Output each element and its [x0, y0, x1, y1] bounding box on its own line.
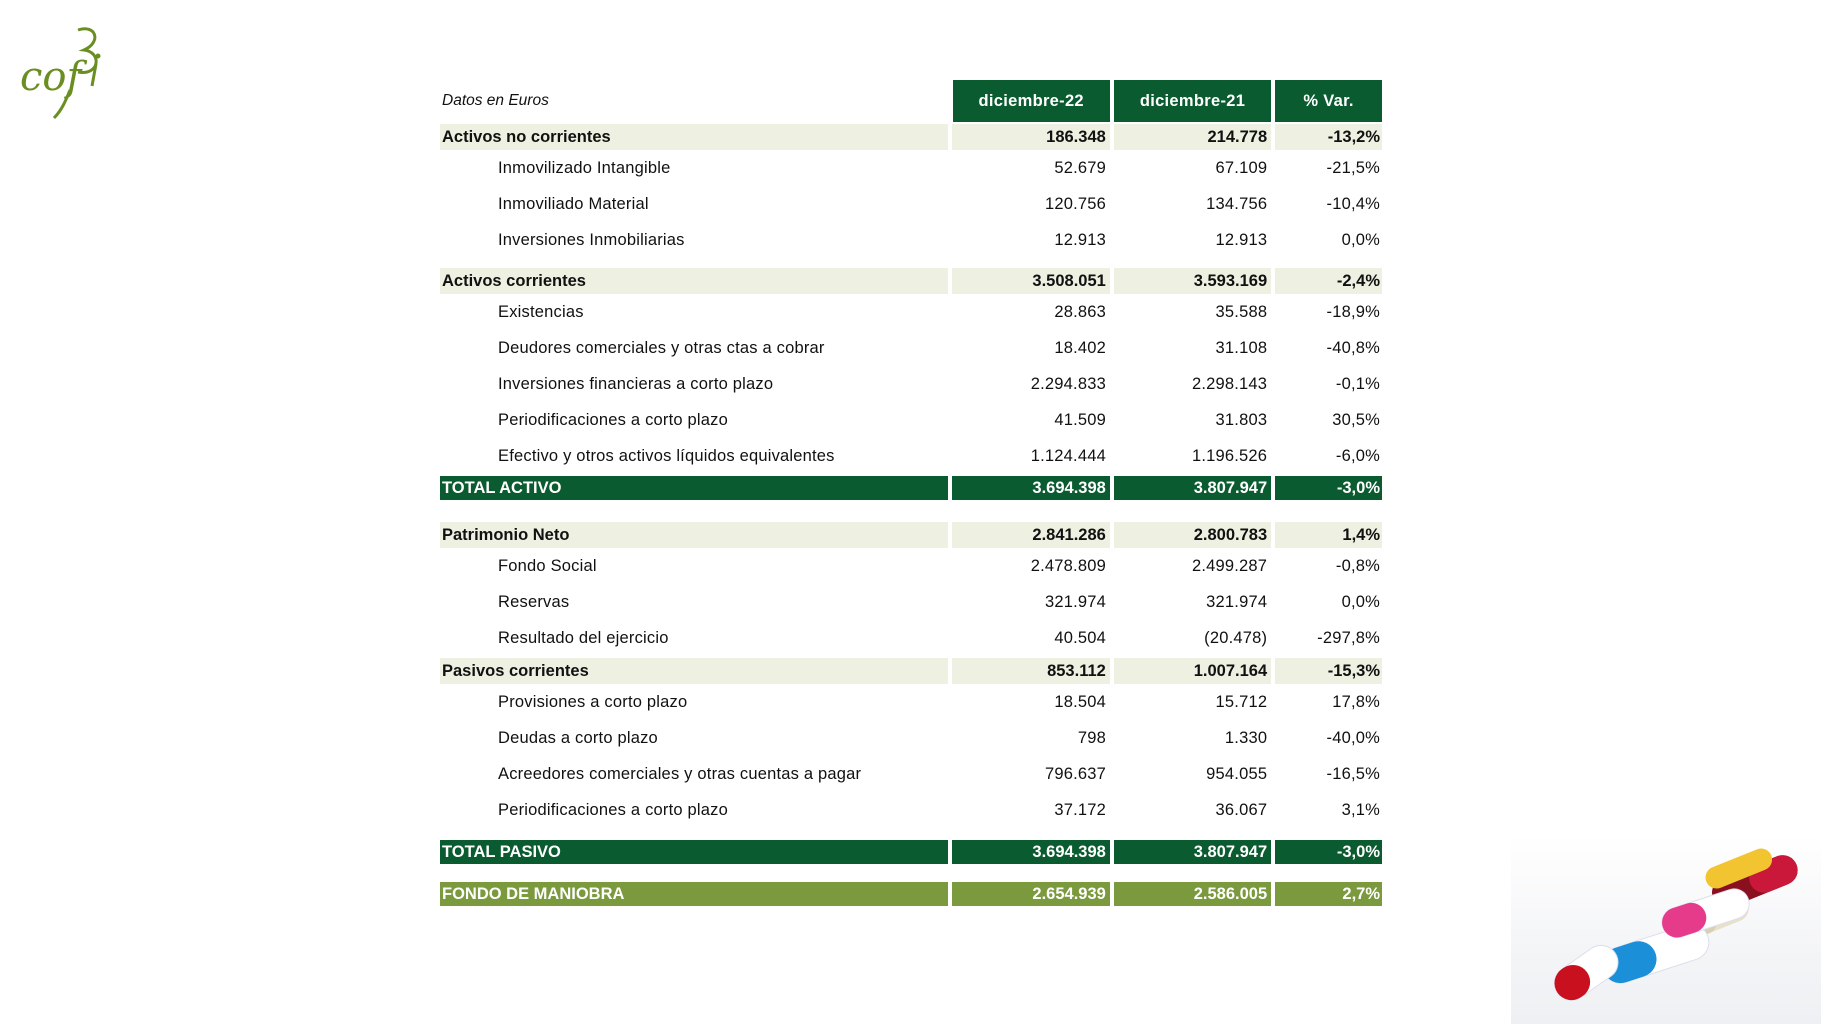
- value-dec22: 28.863: [1054, 302, 1106, 321]
- table-row-sub: [440, 756, 1382, 792]
- value-dec22: 3.508.051: [952, 268, 1109, 294]
- value-dec22: 853.112: [952, 658, 1109, 684]
- table-row-section: [440, 124, 1382, 150]
- value-dec21: 1.330: [1224, 728, 1268, 747]
- table-row-sub: [440, 720, 1382, 756]
- row-label: Provisiones a corto plazo: [498, 692, 688, 711]
- value-dec22: 1.124.444: [1030, 446, 1106, 465]
- value-dec22: 40.504: [1054, 628, 1106, 647]
- value-var: 0,0%: [1341, 230, 1380, 249]
- table-row-sub: [440, 222, 1382, 258]
- value-var: -18,9%: [1326, 302, 1380, 321]
- table-row-sub: [440, 150, 1382, 186]
- value-dec22: 186.348: [952, 124, 1109, 150]
- value-dec22: 796.637: [1044, 764, 1106, 783]
- row-label: Efectivo y otros activos líquidos equivalentes: [498, 446, 835, 465]
- row-label: Periodificaciones a corto plazo: [498, 410, 728, 429]
- table-row-sub: [440, 548, 1382, 584]
- row-label: FONDO DE MANIOBRA: [440, 882, 948, 906]
- value-dec22: 2.478.809: [1030, 556, 1106, 575]
- value-dec21: 3.593.169: [1114, 268, 1271, 294]
- value-dec21: 67.109: [1215, 158, 1268, 177]
- table-row-sub: [440, 186, 1382, 222]
- row-label: Activos no corrientes: [440, 124, 948, 150]
- table-row-fondo: [440, 882, 1382, 906]
- row-label: Pasivos corrientes: [440, 658, 948, 684]
- table-header: [440, 80, 1382, 122]
- pills-image: [1511, 834, 1821, 1024]
- value-dec21: 1.196.526: [1191, 446, 1268, 465]
- value-var: -21,5%: [1326, 158, 1380, 177]
- value-dec22: 18.504: [1054, 692, 1106, 711]
- value-var: -40,8%: [1326, 338, 1380, 357]
- column-header-dec21: diciembre-21: [1114, 80, 1271, 122]
- value-dec21: (20.478): [1204, 628, 1268, 647]
- value-dec21: 321.974: [1206, 592, 1268, 611]
- value-var: 30,5%: [1332, 410, 1380, 429]
- value-dec22: 321.974: [1044, 592, 1106, 611]
- table-row-sub: [440, 294, 1382, 330]
- value-var: -10,4%: [1326, 194, 1380, 213]
- value-var: 1,4%: [1275, 522, 1382, 548]
- value-var: 0,0%: [1341, 592, 1380, 611]
- svg-text:cof: cof: [20, 54, 82, 100]
- table-row-sub: [440, 620, 1382, 656]
- value-dec21: 31.108: [1215, 338, 1268, 357]
- column-header-dec22: diciembre-22: [953, 80, 1110, 122]
- row-label: Periodificaciones a corto plazo: [498, 800, 728, 819]
- value-dec22: 120.756: [1044, 194, 1106, 213]
- value-dec22: 52.679: [1054, 158, 1106, 177]
- value-var: -6,0%: [1335, 446, 1380, 465]
- value-var: -3,0%: [1275, 476, 1382, 500]
- value-dec21: 31.803: [1215, 410, 1268, 429]
- value-var: -3,0%: [1275, 840, 1382, 864]
- value-var: -13,2%: [1275, 124, 1382, 150]
- value-dec22: 3.694.398: [952, 476, 1109, 500]
- value-dec21: 2.298.143: [1191, 374, 1268, 393]
- value-dec21: 214.778: [1114, 124, 1271, 150]
- value-dec21: 2.499.287: [1191, 556, 1268, 575]
- value-var: 17,8%: [1332, 692, 1380, 711]
- row-label: Inmovilizado Intangible: [498, 158, 671, 177]
- value-var: -297,8%: [1317, 628, 1380, 647]
- row-label: Deudores comerciales y otras ctas a cobrar: [498, 338, 825, 357]
- table-row-sub: [440, 366, 1382, 402]
- cofbi-logo: [18, 20, 108, 120]
- value-dec22: 37.172: [1054, 800, 1106, 819]
- row-label: Activos corrientes: [440, 268, 948, 294]
- row-label: Resultado del ejercicio: [498, 628, 669, 647]
- row-label: TOTAL ACTIVO: [440, 476, 948, 500]
- row-label: Inversiones Inmobiliarias: [498, 230, 685, 249]
- row-label: Deudas a corto plazo: [498, 728, 658, 747]
- value-var: 2,7%: [1275, 882, 1382, 906]
- table-row-section: [440, 268, 1382, 294]
- table-row-sub: [440, 792, 1382, 828]
- value-dec21: 1.007.164: [1114, 658, 1271, 684]
- value-dec21: 3.807.947: [1114, 840, 1271, 864]
- value-dec22: 2.654.939: [952, 882, 1109, 906]
- table-row-sub: [440, 438, 1382, 474]
- value-dec22: 41.509: [1054, 410, 1106, 429]
- value-dec21: 36.067: [1215, 800, 1268, 819]
- value-dec22: 798: [1077, 728, 1106, 747]
- table-row-total: [440, 840, 1382, 864]
- value-var: -0,8%: [1335, 556, 1380, 575]
- column-header-var: % Var.: [1275, 80, 1382, 122]
- balance-sheet-table: [440, 80, 1382, 906]
- value-dec21: 35.588: [1215, 302, 1268, 321]
- table-row-sub: [440, 684, 1382, 720]
- row-label: Reservas: [498, 592, 570, 611]
- value-dec21: 134.756: [1206, 194, 1268, 213]
- value-dec22: 12.913: [1054, 230, 1106, 249]
- value-var: -16,5%: [1326, 764, 1380, 783]
- unit-label: Datos en Euros: [442, 92, 549, 109]
- row-label: TOTAL PASIVO: [440, 840, 948, 864]
- row-label: Acreedores comerciales y otras cuentas a pagar: [498, 764, 862, 783]
- value-var: -40,0%: [1326, 728, 1380, 747]
- value-dec21: 2.586.005: [1114, 882, 1271, 906]
- value-dec22: 3.694.398: [952, 840, 1109, 864]
- table-row-section: [440, 658, 1382, 684]
- value-var: -15,3%: [1275, 658, 1382, 684]
- row-label: Patrimonio Neto: [440, 522, 948, 548]
- value-dec21: 3.807.947: [1114, 476, 1271, 500]
- value-dec21: 2.800.783: [1114, 522, 1271, 548]
- value-dec22: 18.402: [1054, 338, 1106, 357]
- value-dec21: 954.055: [1206, 764, 1268, 783]
- row-label: Inversiones financieras a corto plazo: [498, 374, 774, 393]
- value-dec22: 2.294.833: [1030, 374, 1106, 393]
- value-dec21: 15.712: [1215, 692, 1268, 711]
- row-label: Fondo Social: [498, 556, 597, 575]
- table-row-sub: [440, 402, 1382, 438]
- row-label: Inmoviliado Material: [498, 194, 649, 213]
- table-row-section: [440, 522, 1382, 548]
- table-row-sub: [440, 584, 1382, 620]
- table-row-total: [440, 476, 1382, 500]
- value-dec21: 12.913: [1215, 230, 1268, 249]
- value-dec22: 2.841.286: [952, 522, 1109, 548]
- table-row-sub: [440, 330, 1382, 366]
- row-label: Existencias: [498, 302, 584, 321]
- value-var: -2,4%: [1275, 268, 1382, 294]
- value-var: -0,1%: [1335, 374, 1380, 393]
- value-var: 3,1%: [1341, 800, 1380, 819]
